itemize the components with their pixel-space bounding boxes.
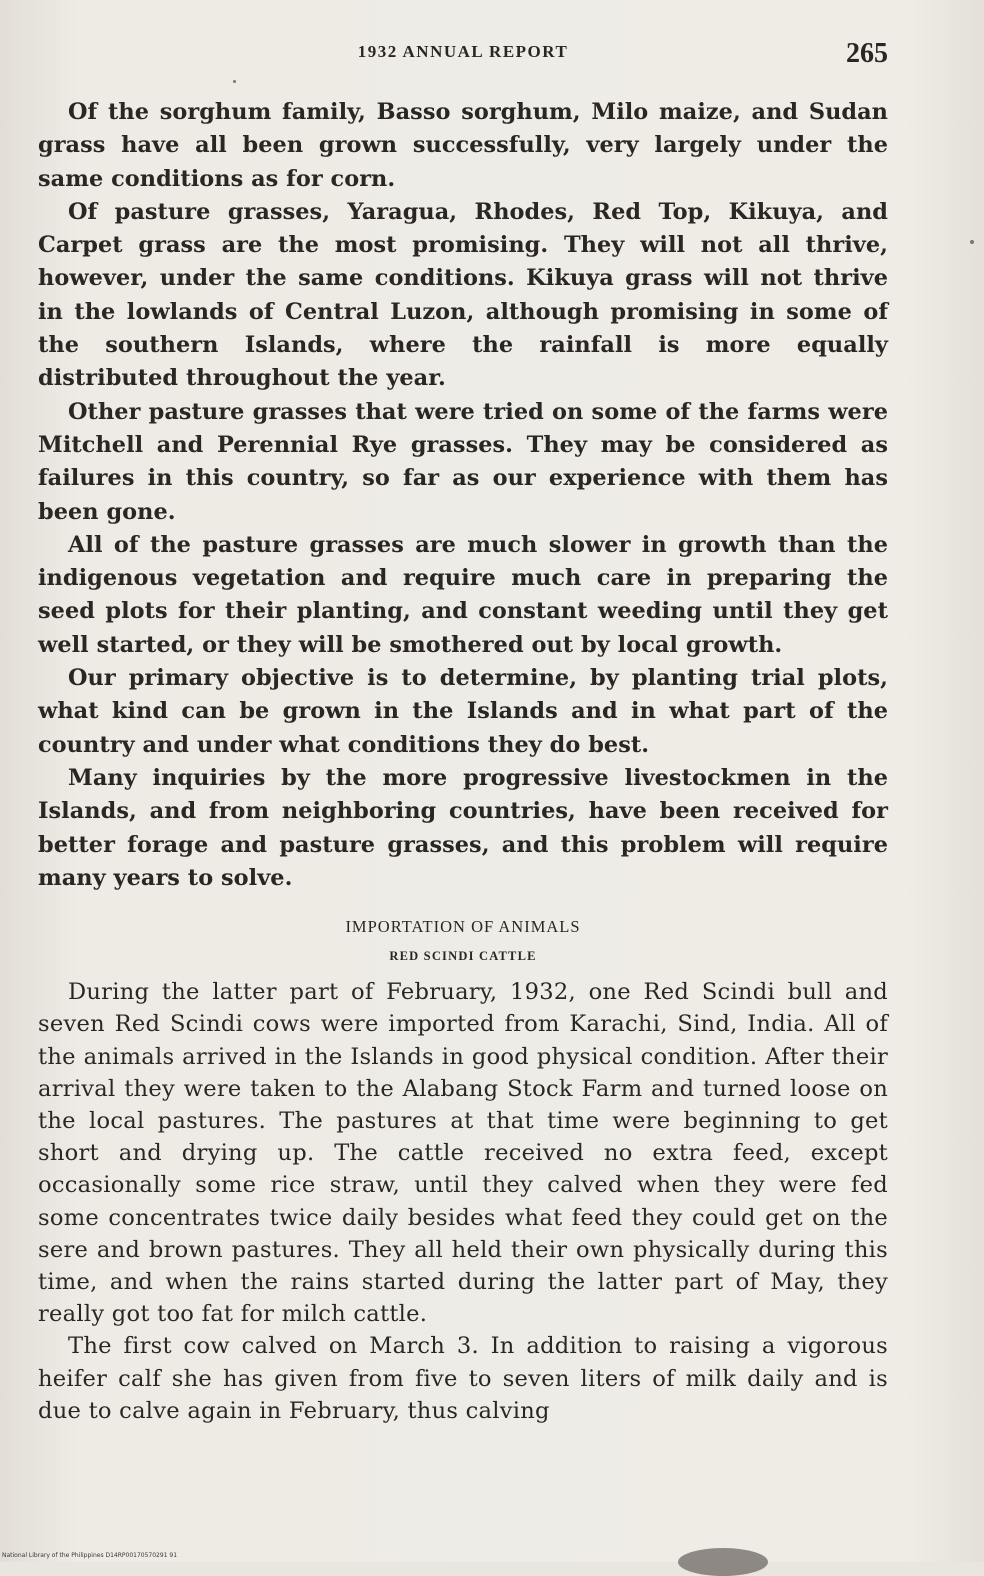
red-scindi-cattle-section — [38, 976, 888, 1427]
section-heading: IMPORTATION OF ANIMALS — [345, 917, 581, 937]
page-header — [38, 38, 888, 78]
paragraph: Of the sorghum family, Basso sorghum, Milo maize, and Sudan grass have all been grown successfully, very largely under the same conditions as for corn. — [38, 99, 888, 192]
paragraph: All of the pasture grasses are much slower in growth than the indigenous vegetation and require much care in preparing the seed plots for their planting, and constant weeding until they get well started, or they will be smothered out by local growth. — [38, 531, 888, 658]
paragraph: The first cow calved on March 3. In addition to raising a vigorous heifer calf she has given from five to seven liters of milk daily and is due to calve again in February, thus calving — [38, 1333, 888, 1424]
running-title: 1932 ANNUAL REPORT — [357, 42, 569, 61]
digitization-credit: National Library of the Philippines D14RP00170570291 91 — [2, 1552, 178, 1559]
scan-speck — [970, 240, 974, 244]
page-number: 265 — [846, 38, 888, 69]
paragraph: Of pasture grasses, Yaragua, Rhodes, Red Top, Kikuya, and Carpet grass are the most promising. They will not all thrive, however, under the same conditions. Kikuya grass will not thrive in the lowlands of Central Luzon, although promising in some of the southern Islands, where the rainfall is more equally distributed throughout the year. — [38, 198, 888, 392]
forage-grasses-section — [38, 96, 888, 895]
paragraph: Other pasture grasses that were tried on some of the farms were Mitchell and Perennial Rye grasses. They may be considered as failures in this country, so far as our experience with them has been gone. — [38, 398, 888, 525]
page-body — [38, 96, 888, 1427]
scan-smudge — [678, 1548, 768, 1576]
paragraph: During the latter part of February, 1932, one Red Scindi bull and seven Red Scindi cows were imported from Karachi, Sind, India. All of the animals arrived in the Islands in good physical condition. After their arrival they were taken to the Alabang Stock Farm and turned loose on the local pastures. The pastures at that time were beginning to get short and drying up. The cattle received no extra feed, except occasionally some rice straw, until they calved when they were fed some concentrates twice daily besides what feed they could get on the sere and brown pastures. They all held their own physically during this time, and when the rains started during the latter part of May, they really got too fat for milch cattle. — [38, 979, 888, 1328]
subsection-heading: RED SCINDI CATTLE — [389, 949, 537, 964]
paragraph: Our primary objective is to determine, by planting trial plots, what kind can be grown in the Islands and in what part of the country and under what conditions they do best. — [38, 665, 888, 758]
scan-speck — [233, 80, 236, 83]
paragraph: Many inquiries by the more progressive livestockmen in the Islands, and from neighboring countries, have been received for better forage and pasture grasses, and this problem will require many years to solve. — [38, 764, 888, 891]
